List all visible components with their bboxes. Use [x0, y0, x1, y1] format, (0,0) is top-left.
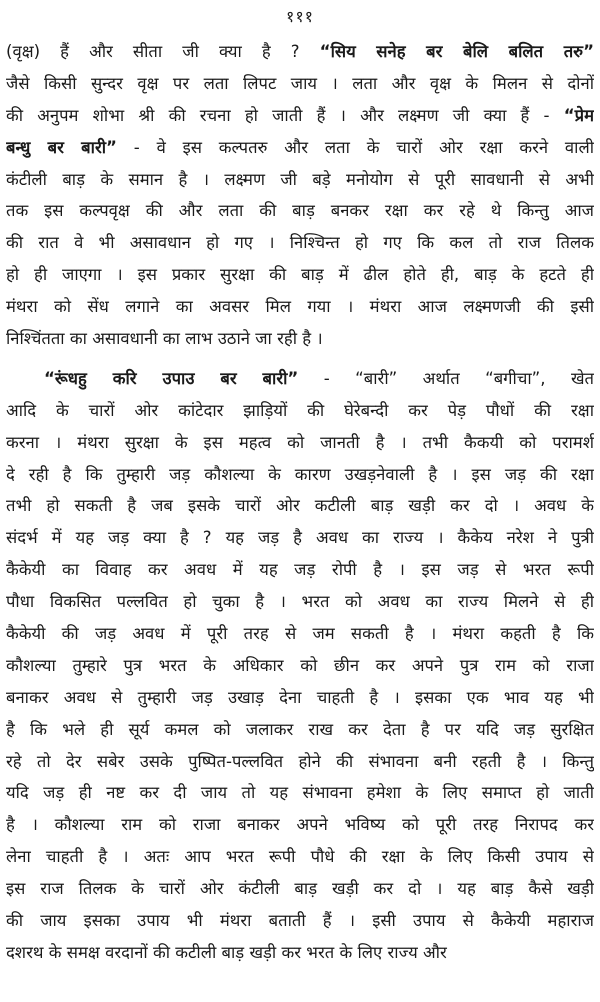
text-segment: हो ही जाएगा । इस प्रकार सुरक्षा की बाड़ में ढील होते ही, बाड़ के हटते ही: [6, 265, 594, 285]
text-line: [6, 650, 594, 682]
text-segment: कैकेयी की जड़ अवध में पूरी तरह से जम सकती है । मंथरा कहती है कि: [6, 624, 594, 644]
text-segment: कैकेयी का विवाह कर अवध में यह जड़ रोपी है । इस जड़ से भरत रूपी: [6, 560, 594, 580]
text-segment: की जाय इसका उपाय भी मंथरा बताती हैं । इसी उपाय से कैकेयी महाराज: [6, 911, 594, 931]
text-segment: (वृक्ष) हैं और सीता जी क्या है ?: [6, 42, 320, 61]
text-segment: - वे इस कल्पतरु और लता के चारों ओर रक्षा करने वाली: [116, 137, 594, 157]
quoted-verse: बन्धु बर बारी”: [6, 137, 117, 157]
quoted-verse: “सिय सनेह बर बेलि बलित तरु”: [319, 42, 594, 61]
text-line: [6, 586, 594, 618]
text-segment: है । कौशल्या राम को राजा बनाकर अपने भविष्य को पूरी तरह निरापद कर: [6, 815, 594, 835]
text-line: [6, 905, 594, 937]
text-segment: कंटीली बाड़ के समान है । लक्ष्मण जी बड़े मनोयोग से पूरी सावधानी से अभी: [6, 169, 594, 189]
text-line: [6, 132, 594, 164]
text-line: [6, 937, 594, 969]
text-line: [6, 682, 594, 714]
text-line: [6, 36, 594, 68]
text-segment: कौशल्या तुम्हारे पुत्र भरत के अधिकार को छीन कर अपने पुत्र राम को राजा: [6, 655, 594, 675]
text-segment: दशरथ के समक्ष वरदानों की कटीली बाड़ खड़ी कर भरत के लिए राज्य और: [6, 942, 447, 962]
text-line: [6, 873, 594, 905]
body-text: [6, 36, 594, 969]
text-segment: रहे तो देर सबेर उसके पुष्पित-पल्लवित होने की संभावना बनी रहती है । किन्तु: [6, 751, 594, 771]
text-line: [6, 291, 594, 323]
text-segment: निश्चिंतता का असावधानी का लाभ उठाने जा रही है ।: [6, 329, 323, 349]
quoted-verse: “प्रेम: [563, 105, 594, 125]
text-line: [6, 195, 594, 227]
text-line: [6, 554, 594, 586]
text-line: [6, 363, 594, 395]
text-segment: लेना चाहती है । अतः आप भरत रूपी पौधे की रक्षा के लिए किसी उपाय से: [6, 847, 594, 867]
text-segment: - “बारी” अर्थात “बगीचा”, खेत: [298, 368, 594, 388]
text-line: [6, 809, 594, 841]
text-segment: करना । मंथरा सुरक्षा के इस महत्व को जानती है । तभी कैकयी को परामर्श: [6, 432, 594, 452]
text-segment: की अनुपम शोभा श्री की रचना हो जाती हैं । और लक्ष्मण जी क्या हैं -: [6, 105, 564, 125]
text-segment: आदि के चारों ओर कांटेदार झाड़ियों की घेरेबन्दी कर पेड़ पौधों की रक्षा: [6, 400, 594, 420]
text-segment: दे रही है कि तुम्हारी जड़ कौशल्या के कारण उखड़नेवाली है । इस जड़ की रक्षा: [6, 464, 594, 484]
text-line: [6, 427, 594, 459]
text-line: [6, 490, 594, 522]
text-line: [6, 714, 594, 746]
text-line: [6, 459, 594, 491]
paragraph: [6, 36, 594, 355]
page-number: १११: [286, 7, 314, 26]
text-line: [6, 323, 594, 355]
text-segment: तभी हो सकती है जब इसके चारों ओर कटीली बाड़ खड़ी कर दो । अवध के: [6, 496, 594, 516]
text-line: [6, 100, 594, 132]
text-segment: मंथरा को सेंध लगाने का अवसर मिल गया । मंथरा आज लक्ष्मणजी की इसी: [6, 297, 594, 317]
text-segment: संदर्भ में यह जड़ क्या है ? यह जड़ है अवध का राज्य । कैकेय नरेश ने पुत्री: [6, 528, 594, 548]
text-segment: की रात वे भी असावधान हो गए । निश्चिन्त हो गए कि कल तो राज तिलक: [6, 233, 594, 253]
text-segment: इस राज तिलक के चारों ओर कंटीली बाड़ खड़ी कर दो । यह बाड़ कैसे खड़ी: [6, 879, 594, 899]
text-segment: है कि भले ही सूर्य कमल को जलाकर राख कर देता है पर यदि जड़ सुरक्षित: [6, 719, 594, 739]
text-line: [6, 227, 594, 259]
text-line: [6, 746, 594, 778]
text-line: [6, 522, 594, 554]
text-line: [6, 618, 594, 650]
text-line: [6, 259, 594, 291]
text-segment: यदि जड़ ही नष्ट कर दी जाय तो यह संभावना हमेशा के लिए समाप्त हो जाती: [6, 783, 594, 803]
text-line: [6, 841, 594, 873]
text-segment: जैसे किसी सुन्दर वृक्ष पर लता लिपट जाय । लता और वृक्ष के मिलन से दोनों: [6, 73, 594, 93]
quoted-verse: “रूंधहु करि उपाउ बर बारी”: [44, 368, 299, 388]
text-line: [6, 777, 594, 809]
text-segment: तक इस कल्पवृक्ष की और लता की बाड़ बनकर रक्षा कर रहे थे किन्तु आज: [6, 201, 594, 221]
text-segment: बनाकर अवध से तुम्हारी जड़ उखाड़ देना चाहती है । इसका एक भाव यह भी: [6, 687, 594, 707]
paragraph: [6, 363, 594, 969]
text-line: [6, 68, 594, 100]
text-segment: पौधा विकसित पल्लवित हो चुका है । भरत को अवध का राज्य मिलने से ही: [6, 592, 594, 612]
text-line: [6, 164, 594, 196]
text-line: [6, 395, 594, 427]
